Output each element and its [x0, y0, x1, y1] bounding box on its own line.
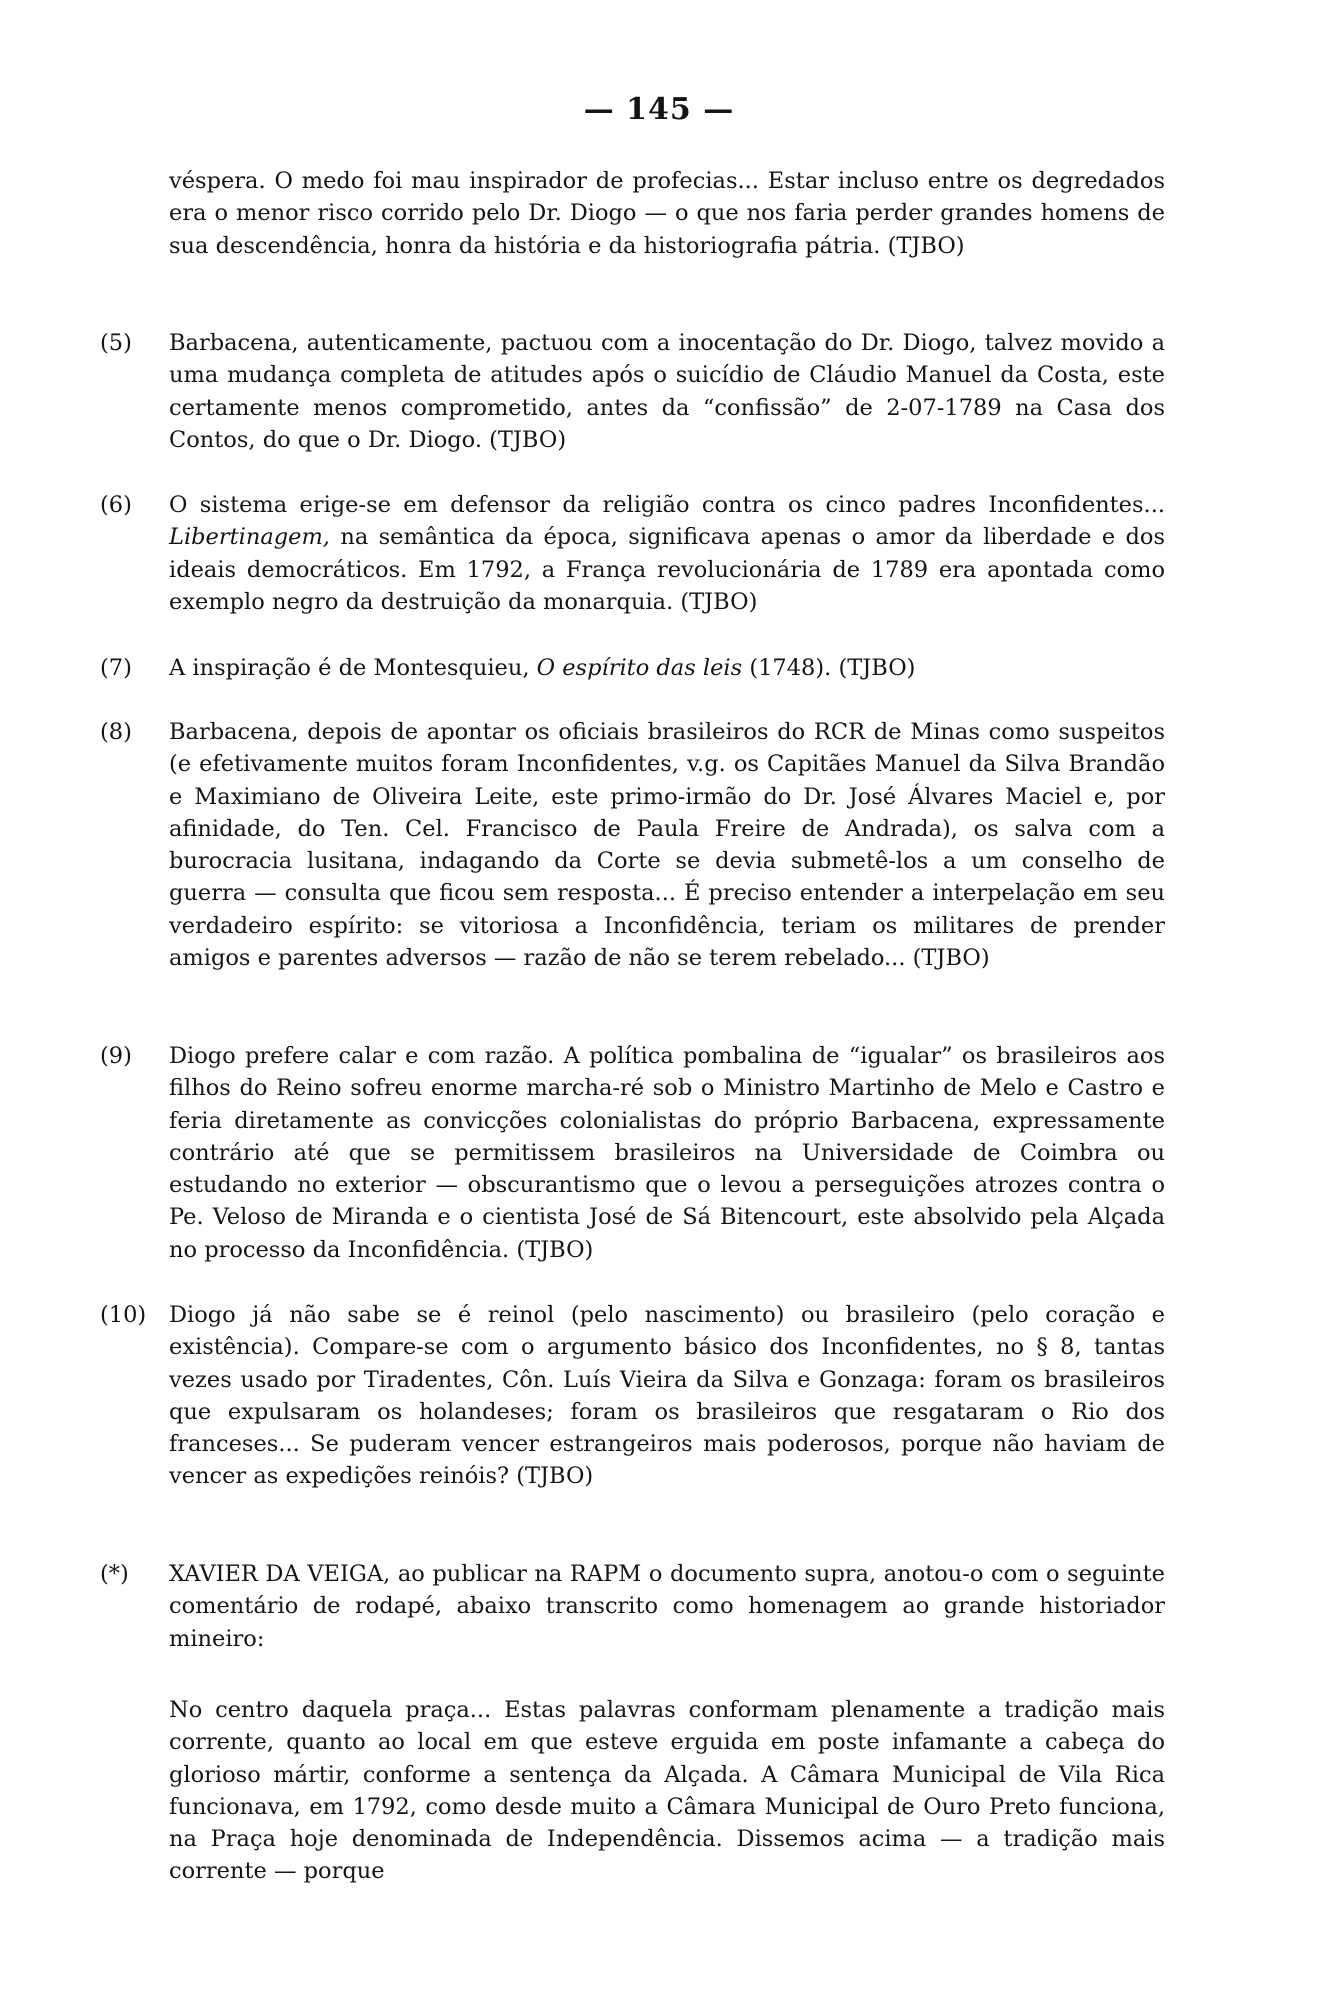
footnote-text: Diogo prefere calar e com razão. A política pombalina de “igualar” os brasileiros aos filhos do Reino sofreu enorme marcha-ré sob o Ministro Martinho de Melo e Castro e feria diretamente as convicções colonialistas do próprio Barbacena, expressamente contrário até que se permitissem brasileiros na Universidade de Coimbra ou estudando no exterior — obscurantismo que o levou a perseguições atrozes contra o Pe. Veloso de Miranda e o cientista José de Sá Bitencourt, este absolvido pela Alçada no processo da Inconfidência. (TJBO)	[169, 1043, 1165, 1263]
footnote-text-part: (1748). (TJBO)	[742, 655, 916, 681]
footnote-text: Barbacena, autenticamente, pactuou com a inocentação do Dr. Diogo, talvez movido a uma mudança completa de atitudes após o suicídio de Cláudio Manuel da Costa, este certamente menos comprometido, antes da “confissão” de 2-07-1789 na Casa dos Contos, do que o Dr. Diogo. (TJBO)	[169, 330, 1165, 453]
footnote-asterisk	[100, 1558, 1165, 1655]
book-title: O espírito das leis	[536, 655, 743, 681]
footnote-marker: (8)	[100, 719, 132, 745]
footnote-marker: (*)	[100, 1561, 129, 1587]
page-number: — 145 —	[583, 92, 735, 127]
footnote-text-part: A inspiração é de Montesquieu,	[169, 655, 537, 681]
footnote-text: XAVIER DA VEIGA, ao publicar na RAPM o documento supra, anotou-o com o seguinte comentário de rodapé, abaixo transcrito como homenagem ao grande historiador mineiro:	[169, 1561, 1165, 1652]
footnote-text	[169, 652, 1165, 684]
italic-term: Libertinagem,	[169, 524, 330, 551]
footnote-5	[100, 327, 1165, 456]
footnote-7	[100, 652, 1165, 684]
footnote-marker: (6)	[100, 492, 132, 518]
footnote-text: Barbacena, depois de apontar os oficiais brasileiros do RCR de Minas como suspeitos (e efetivamente muitos foram Inconfidentes, v.g. os Capitães Manuel da Silva Brandão e Maximiano de Oliveira Leite, este primo-irmão do Dr. José Álvares Maciel e, por afinidade, do Ten. Cel. Francisco de Paula Freire de Andrada), os salva com a burocracia lusitana, indagando da Corte se devia submetê-los a um conselho de guerra — consulta que ficou sem resposta... É preciso entender a interpelação em seu verdadeiro espírito: se vitoriosa a Inconfidência, teriam os militares de prender amigos e parentes adversos — razão de não se terem rebelado... (TJBO)	[169, 719, 1165, 972]
footnote-marker: (7)	[100, 655, 132, 681]
intro-paragraph: véspera. O medo foi mau inspirador de profecias... Estar incluso entre os degredados era o menor risco corrido pelo Dr. Diogo — o que nos faria perder grandes homens de sua descendência, honra da história e da historiografia pátria. (TJBO)	[169, 168, 1165, 259]
footnote-10	[100, 1299, 1165, 1493]
footnote-marker: (5)	[100, 330, 132, 356]
footnote-marker: (10)	[100, 1302, 147, 1328]
footnote-6	[100, 489, 1165, 618]
footnote-8	[100, 716, 1165, 974]
footnote-text	[169, 489, 1165, 618]
footnote-text-part: O sistema erige-se em defensor da religião contra os cinco padres Inconfidentes...	[169, 492, 1165, 518]
footnote-marker: (9)	[100, 1043, 132, 1069]
footnote-text: Diogo já não sabe se é reinol (pelo nascimento) ou brasileiro (pelo coração e existência). Compare-se com o argumento básico dos Inconfidentes, no § 8, tantas vezes usado por Tiradentes, Côn. Luís Vieira da Silva e Gonzaga: foram os brasileiros que expulsaram os holandeses; foram os brasileiros que resgataram o Rio dos franceses... Se puderam vencer estrangeiros mais poderosos, porque não haviam de vencer as expedições reinóis? (TJBO)	[169, 1302, 1165, 1490]
footnote-text-part: na semântica da época, significava apenas o amor da liberdade e dos ideais democráticos. Em 1792, a França revolucionária de 1789 era apontada como exemplo negro da destruição da monarquia. (TJBO)	[169, 524, 1165, 615]
footnote-9	[100, 1040, 1165, 1266]
quoted-passage: No centro daquela praça... Estas palavras conformam plenamente a tradição mais corrente, quanto ao local em que esteve erguida em poste infamante a cabeça do glorioso mártir, conforme a sentença da Alçada. A Câmara Municipal de Vila Rica funcionava, em 1792, como desde muito a Câmara Municipal de Ouro Preto funciona, na Praça hoje denominada de Independência. Dissemos acima — a tradição mais corrente — porque	[169, 1697, 1165, 1885]
